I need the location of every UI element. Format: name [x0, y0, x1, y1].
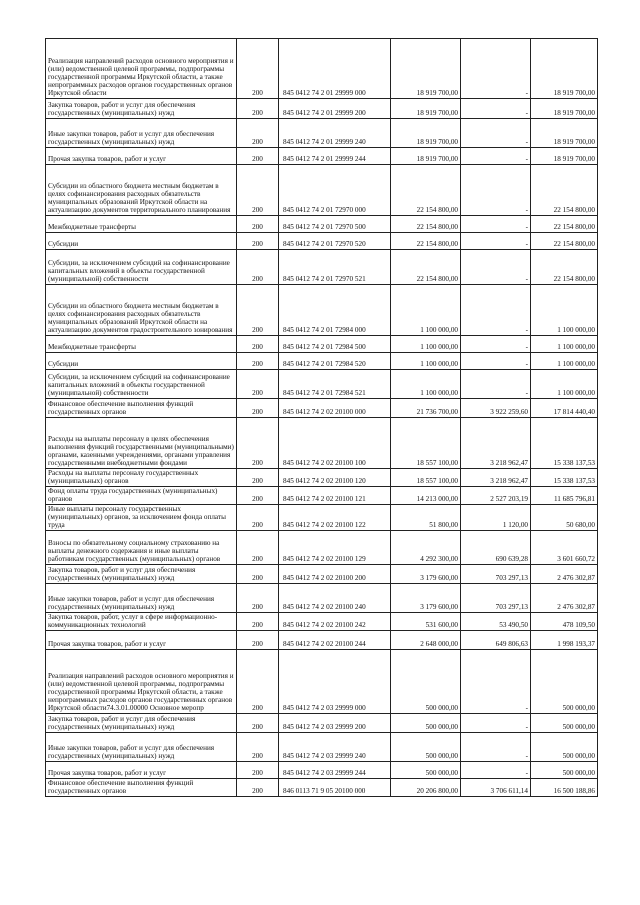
row-budget-code: 845 0412 74 2 02 20100 240 — [279, 584, 391, 613]
row-line-code: 200 — [237, 99, 279, 119]
table-row — [46, 733, 598, 762]
row-remaining-amount: 500 000,00 — [531, 714, 598, 733]
row-line-code: 200 — [237, 650, 279, 714]
row-remaining-amount: 11 685 796,81 — [531, 487, 598, 505]
row-approved-amount: 22 154 800,00 — [391, 216, 461, 233]
row-budget-code: 845 0412 74 2 03 29999 244 — [279, 762, 391, 779]
row-description: Закупка товаров, работ и услуг для обеспечения государственных (муниципальных) нужд — [46, 99, 237, 119]
row-budget-code: 845 0412 74 2 02 20100 242 — [279, 613, 391, 631]
row-executed-amount: - — [461, 650, 531, 714]
row-budget-code: 845 0412 74 2 02 20100 244 — [279, 631, 391, 650]
row-budget-code: 845 0412 74 2 02 20100 120 — [279, 469, 391, 487]
row-remaining-amount: 1 100 000,00 — [531, 370, 598, 399]
table-row — [46, 216, 598, 233]
row-description: Прочая закупка товаров, работ и услуг — [46, 631, 237, 650]
table-row — [46, 165, 598, 216]
row-approved-amount: 51 800,00 — [391, 505, 461, 531]
row-executed-amount: 1 120,00 — [461, 505, 531, 531]
row-line-code: 200 — [237, 531, 279, 565]
table-row — [46, 250, 598, 285]
row-description: Финансовое обеспечение выполнения функций государственных органов — [46, 779, 237, 797]
row-line-code: 200 — [237, 336, 279, 353]
row-approved-amount: 500 000,00 — [391, 762, 461, 779]
row-description: Иные выплаты персоналу государственных (муниципальных) органов, за исключением фонда оплаты труда — [46, 505, 237, 531]
row-remaining-amount: 3 601 660,72 — [531, 531, 598, 565]
row-description: Субсидии — [46, 353, 237, 370]
row-description: Иные закупки товаров, работ и услуг для обеспечения государственных (муниципальных) нужд — [46, 119, 237, 148]
row-executed-amount: - — [461, 165, 531, 216]
row-line-code: 200 — [237, 487, 279, 505]
row-executed-amount: - — [461, 733, 531, 762]
row-remaining-amount: 50 680,00 — [531, 505, 598, 531]
row-remaining-amount: 18 919 700,00 — [531, 39, 598, 99]
row-description: Межбюджетные трансферты — [46, 336, 237, 353]
row-line-code: 200 — [237, 714, 279, 733]
table-row — [46, 650, 598, 714]
row-budget-code: 845 0412 74 2 01 72984 521 — [279, 370, 391, 399]
row-description: Финансовое обеспечение выполнения функций государственных органов — [46, 399, 237, 418]
row-remaining-amount: 500 000,00 — [531, 650, 598, 714]
row-budget-code: 845 0412 74 2 01 29999 200 — [279, 99, 391, 119]
table-row — [46, 418, 598, 469]
row-budget-code: 845 0412 74 2 03 29999 200 — [279, 714, 391, 733]
row-budget-code: 845 0412 74 2 01 72970 521 — [279, 250, 391, 285]
row-approved-amount: 500 000,00 — [391, 733, 461, 762]
table-row — [46, 779, 598, 797]
row-executed-amount: 3 922 259,60 — [461, 399, 531, 418]
row-description: Фонд оплаты труда государственных (муниципальных) органов — [46, 487, 237, 505]
row-approved-amount: 18 919 700,00 — [391, 148, 461, 165]
row-budget-code: 845 0412 74 2 03 29999 000 — [279, 650, 391, 714]
row-budget-code: 845 0412 74 2 01 72984 520 — [279, 353, 391, 370]
row-executed-amount: 703 297,13 — [461, 584, 531, 613]
row-description: Взносы по обязательному социальному страхованию на выплаты денежного содержания и иные выплаты работникам государственных (муниципальных) органов — [46, 531, 237, 565]
row-budget-code: 845 0412 74 2 01 29999 000 — [279, 39, 391, 99]
row-remaining-amount: 15 338 137,53 — [531, 418, 598, 469]
row-executed-amount: - — [461, 99, 531, 119]
row-approved-amount: 1 100 000,00 — [391, 336, 461, 353]
table-row — [46, 505, 598, 531]
row-description: Субсидии, за исключением субсидий на софинансирование капитальных вложений в объекты государственной (муниципальной) собственности — [46, 370, 237, 399]
row-description: Субсидии из областного бюджета местным бюджетам в целях софинансирования расходных обязательств муниципальных образований Иркутской области на актуализацию документов градостроительного зонирования — [46, 285, 237, 336]
row-line-code: 200 — [237, 505, 279, 531]
row-budget-code: 846 0113 71 9 05 20100 000 — [279, 779, 391, 797]
row-remaining-amount: 22 154 800,00 — [531, 165, 598, 216]
row-remaining-amount: 1 100 000,00 — [531, 353, 598, 370]
table-row — [46, 148, 598, 165]
row-description: Прочая закупка товаров, работ и услуг — [46, 762, 237, 779]
row-line-code: 200 — [237, 250, 279, 285]
table-body — [46, 39, 598, 797]
row-executed-amount: 53 490,50 — [461, 613, 531, 631]
row-executed-amount: - — [461, 39, 531, 99]
row-approved-amount: 4 292 300,00 — [391, 531, 461, 565]
table-row — [46, 370, 598, 399]
row-budget-code: 845 0412 74 2 02 20100 121 — [279, 487, 391, 505]
row-executed-amount: - — [461, 233, 531, 250]
row-approved-amount: 500 000,00 — [391, 650, 461, 714]
row-line-code: 200 — [237, 779, 279, 797]
table-row — [46, 714, 598, 733]
row-budget-code: 845 0412 74 2 03 29999 240 — [279, 733, 391, 762]
row-executed-amount: 649 806,63 — [461, 631, 531, 650]
row-approved-amount: 18 919 700,00 — [391, 119, 461, 148]
row-budget-code: 845 0412 74 2 01 72970 500 — [279, 216, 391, 233]
row-line-code: 200 — [237, 631, 279, 650]
row-approved-amount: 18 919 700,00 — [391, 39, 461, 99]
row-budget-code: 845 0412 74 2 02 20100 122 — [279, 505, 391, 531]
row-remaining-amount: 1 998 193,37 — [531, 631, 598, 650]
row-approved-amount: 1 100 000,00 — [391, 285, 461, 336]
row-approved-amount: 22 154 800,00 — [391, 250, 461, 285]
row-description: Субсидии, за исключением субсидий на софинансирование капитальных вложений в объекты государственной (муниципальной) собственности — [46, 250, 237, 285]
row-executed-amount: - — [461, 148, 531, 165]
row-description: Субсидии из областного бюджета местным бюджетам в целях софинансирования расходных обязательств муниципальных образований Иркутской области на актуализацию документов территориального планирования — [46, 165, 237, 216]
row-remaining-amount: 1 100 000,00 — [531, 285, 598, 336]
row-approved-amount: 21 736 700,00 — [391, 399, 461, 418]
table-row — [46, 762, 598, 779]
table-row — [46, 469, 598, 487]
budget-execution-table — [45, 38, 598, 797]
table-row — [46, 631, 598, 650]
row-description: Иные закупки товаров, работ и услуг для обеспечения государственных (муниципальных) нужд — [46, 584, 237, 613]
row-approved-amount: 18 919 700,00 — [391, 99, 461, 119]
row-line-code: 200 — [237, 584, 279, 613]
row-line-code: 200 — [237, 762, 279, 779]
row-approved-amount: 22 154 800,00 — [391, 233, 461, 250]
row-line-code: 200 — [237, 733, 279, 762]
row-description: Иные закупки товаров, работ и услуг для обеспечения государственных (муниципальных) нужд — [46, 733, 237, 762]
row-description: Расходы на выплаты персоналу в целях обеспечения выполнения функций государственными (муниципальными) органами, казенными учреждениями, органами управления государственными внебюджетными фондами — [46, 418, 237, 469]
row-remaining-amount: 22 154 800,00 — [531, 216, 598, 233]
row-approved-amount: 1 100 000,00 — [391, 370, 461, 399]
table-row — [46, 531, 598, 565]
row-remaining-amount: 478 109,50 — [531, 613, 598, 631]
row-executed-amount: - — [461, 285, 531, 336]
row-budget-code: 845 0412 74 2 01 29999 244 — [279, 148, 391, 165]
table-row — [46, 99, 598, 119]
row-executed-amount: - — [461, 119, 531, 148]
row-approved-amount: 2 648 000,00 — [391, 631, 461, 650]
row-executed-amount: - — [461, 336, 531, 353]
row-budget-code: 845 0412 74 2 02 20100 200 — [279, 565, 391, 584]
row-approved-amount: 20 206 800,00 — [391, 779, 461, 797]
table-row — [46, 613, 598, 631]
row-executed-amount: - — [461, 353, 531, 370]
table-row — [46, 584, 598, 613]
row-line-code: 200 — [237, 399, 279, 418]
row-remaining-amount: 22 154 800,00 — [531, 250, 598, 285]
row-description: Межбюджетные трансферты — [46, 216, 237, 233]
row-remaining-amount: 17 814 440,40 — [531, 399, 598, 418]
row-executed-amount: - — [461, 370, 531, 399]
row-remaining-amount: 2 476 302,87 — [531, 565, 598, 584]
row-remaining-amount: 500 000,00 — [531, 762, 598, 779]
row-line-code: 200 — [237, 216, 279, 233]
row-line-code: 200 — [237, 39, 279, 99]
row-approved-amount: 1 100 000,00 — [391, 353, 461, 370]
row-remaining-amount: 2 476 302,87 — [531, 584, 598, 613]
row-description: Расходы на выплаты персоналу государственных (муниципальных) органов — [46, 469, 237, 487]
row-budget-code: 845 0412 74 2 01 29999 240 — [279, 119, 391, 148]
row-executed-amount: 2 527 203,19 — [461, 487, 531, 505]
row-description: Реализация направлений расходов основного мероприятия и (или) ведомственной целевой программы, подпрограммы государственной программы Иркутской области, а также непрограммных расходов органов государственных органов Иркутской области — [46, 39, 237, 99]
row-line-code: 200 — [237, 370, 279, 399]
row-approved-amount: 3 179 600,00 — [391, 565, 461, 584]
row-remaining-amount: 22 154 800,00 — [531, 233, 598, 250]
row-description: Прочая закупка товаров, работ и услуг — [46, 148, 237, 165]
table-row — [46, 353, 598, 370]
row-line-code: 200 — [237, 565, 279, 584]
row-executed-amount: - — [461, 216, 531, 233]
row-executed-amount: 3 218 962,47 — [461, 469, 531, 487]
table-row — [46, 285, 598, 336]
row-remaining-amount: 500 000,00 — [531, 733, 598, 762]
row-line-code: 200 — [237, 165, 279, 216]
row-remaining-amount: 18 919 700,00 — [531, 148, 598, 165]
row-line-code: 200 — [237, 469, 279, 487]
row-budget-code: 845 0412 74 2 01 72970 000 — [279, 165, 391, 216]
row-approved-amount: 531 600,00 — [391, 613, 461, 631]
row-description: Закупка товаров, работ, услуг в сфере информационно-коммуникационных технологий — [46, 613, 237, 631]
row-budget-code: 845 0412 74 2 01 72970 520 — [279, 233, 391, 250]
row-executed-amount: 690 639,28 — [461, 531, 531, 565]
table-row — [46, 39, 598, 99]
table-row — [46, 233, 598, 250]
row-executed-amount: 703 297,13 — [461, 565, 531, 584]
table-row — [46, 399, 598, 418]
row-budget-code: 845 0412 74 2 02 20100 100 — [279, 418, 391, 469]
table-row — [46, 487, 598, 505]
row-approved-amount: 22 154 800,00 — [391, 165, 461, 216]
row-executed-amount: - — [461, 250, 531, 285]
row-approved-amount: 18 557 100,00 — [391, 418, 461, 469]
row-approved-amount: 14 213 000,00 — [391, 487, 461, 505]
row-budget-code: 845 0412 74 2 02 20100 129 — [279, 531, 391, 565]
row-executed-amount: 3 706 611,14 — [461, 779, 531, 797]
row-description: Реализация направлений расходов основного мероприятия и (или) ведомственной целевой программы, подпрограммы государственной программы Иркутской области, а также непрограммных расходов органов государственных органов Иркутской области74.3.01.00000 Основное меропр — [46, 650, 237, 714]
row-line-code: 200 — [237, 119, 279, 148]
row-budget-code: 845 0412 74 2 02 20100 000 — [279, 399, 391, 418]
row-approved-amount: 3 179 600,00 — [391, 584, 461, 613]
table-row — [46, 119, 598, 148]
row-remaining-amount: 16 500 188,86 — [531, 779, 598, 797]
row-executed-amount: - — [461, 714, 531, 733]
row-executed-amount: - — [461, 762, 531, 779]
row-line-code: 200 — [237, 148, 279, 165]
row-approved-amount: 500 000,00 — [391, 714, 461, 733]
row-approved-amount: 18 557 100,00 — [391, 469, 461, 487]
row-line-code: 200 — [237, 233, 279, 250]
row-line-code: 200 — [237, 613, 279, 631]
row-remaining-amount: 1 100 000,00 — [531, 336, 598, 353]
table-row — [46, 336, 598, 353]
row-remaining-amount: 18 919 700,00 — [531, 99, 598, 119]
row-description: Закупка товаров, работ и услуг для обеспечения государственных (муниципальных) нужд — [46, 714, 237, 733]
row-executed-amount: 3 218 962,47 — [461, 418, 531, 469]
row-description: Закупка товаров, работ и услуг для обеспечения государственных (муниципальных) нужд — [46, 565, 237, 584]
table-row — [46, 565, 598, 584]
row-budget-code: 845 0412 74 2 01 72984 500 — [279, 336, 391, 353]
row-description: Субсидии — [46, 233, 237, 250]
row-line-code: 200 — [237, 418, 279, 469]
row-line-code: 200 — [237, 353, 279, 370]
row-budget-code: 845 0412 74 2 01 72984 000 — [279, 285, 391, 336]
row-line-code: 200 — [237, 285, 279, 336]
row-remaining-amount: 18 919 700,00 — [531, 119, 598, 148]
row-remaining-amount: 15 338 137,53 — [531, 469, 598, 487]
